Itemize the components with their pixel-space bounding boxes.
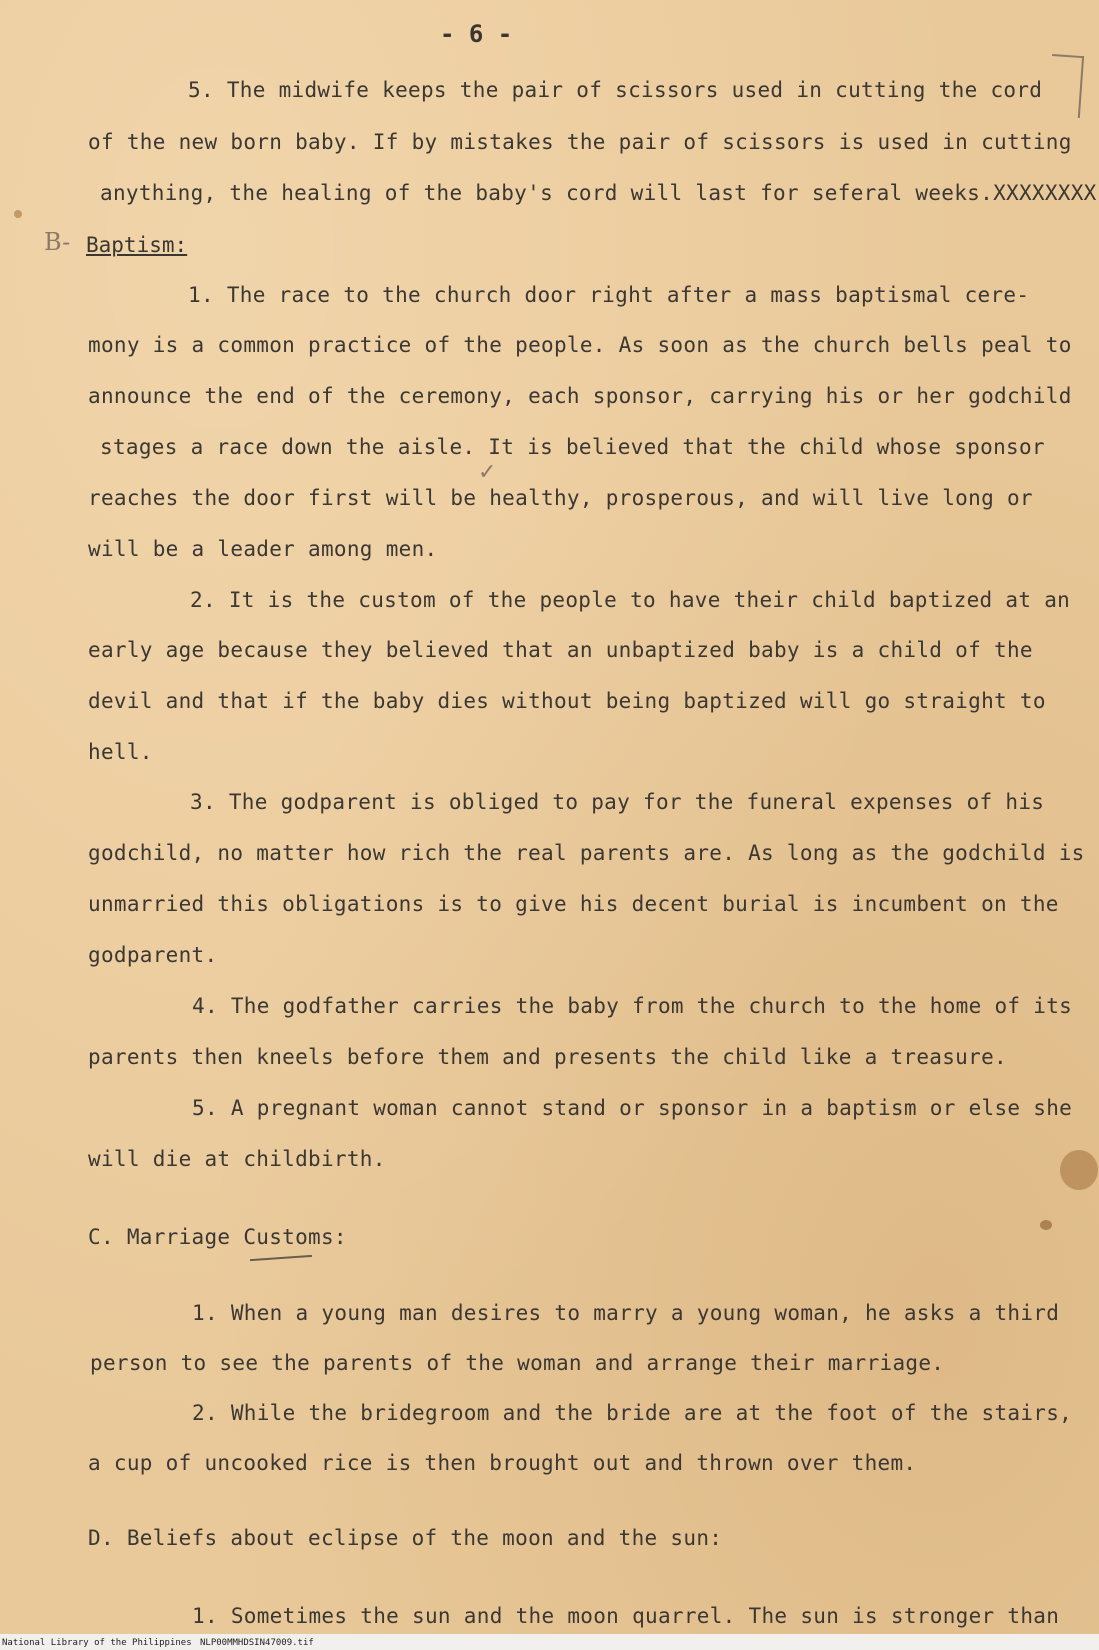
text-line: will die at childbirth. <box>88 1147 386 1171</box>
text-line: anything, the healing of the baby's cord will last for seferal weeks.XXXXXXXX <box>100 181 1097 205</box>
pencil-underline <box>250 1255 312 1261</box>
text-line: 1. When a young man desires to marry a young woman, he asks a third <box>192 1301 1060 1325</box>
text-line: 3. The godparent is obliged to pay for the funeral expenses of his <box>190 790 1045 814</box>
text-line: 2. While the bridegroom and the bride are at the foot of the stairs, <box>192 1401 1073 1425</box>
section-heading-eclipse: D. Beliefs about eclipse of the moon and the sun: <box>88 1526 723 1550</box>
margin-annotation: B- <box>44 228 71 256</box>
text-line: devil and that if the baby dies without being baptized will go straight to <box>88 689 1046 713</box>
page-number: - 6 - <box>440 20 513 48</box>
pencil-bracket-mark <box>1048 54 1084 118</box>
text-line: hell. <box>88 740 153 764</box>
heading-label: Baptism: <box>86 233 188 257</box>
text-line: 5. The midwife keeps the pair of scissors used in cutting the cord <box>188 78 1043 102</box>
text-line: will be a leader among men. <box>88 537 438 561</box>
text-line: parents then kneels before them and presents the child like a treasure. <box>88 1045 1007 1069</box>
text-line: 5. A pregnant woman cannot stand or sponsor in a baptism or else she <box>192 1096 1073 1120</box>
text-line: 1. Sometimes the sun and the moon quarrel. The sun is stronger than <box>192 1604 1060 1628</box>
text-line: stages a race down the aisle. It is believed that the child whose sponsor <box>100 435 1045 459</box>
footer-library: National Library of the Philippines <box>2 1638 192 1648</box>
text-line: early age because they believed that an unbaptized baby is a child of the <box>88 638 1033 662</box>
section-heading-baptism <box>86 233 187 257</box>
text-line: 4. The godfather carries the baby from the church to the home of its <box>192 994 1073 1018</box>
text-line: a cup of uncooked rice is then brought out and thrown over them. <box>88 1451 917 1475</box>
pencil-check-mark: ✓ <box>478 460 497 485</box>
text-line: of the new born baby. If by mistakes the pair of scissors is used in cutting <box>88 130 1072 154</box>
text-line: 1. The race to the church door right after a mass baptismal cere- <box>188 283 1030 307</box>
footer-file-id: NLP00MMHDSIN47009.tif <box>200 1638 314 1648</box>
text-line: mony is a common practice of the people. As soon as the church bells peal to <box>88 333 1072 357</box>
text-line: unmarried this obligations is to give his decent burial is incumbent on the <box>88 892 1059 916</box>
section-heading-marriage: C. Marriage Customs: <box>88 1225 347 1249</box>
text-line: godchild, no matter how rich the real parents are. As long as the godchild is <box>88 841 1085 865</box>
paper-stain <box>14 210 22 218</box>
text-line: person to see the parents of the woman and arrange their marriage. <box>90 1351 945 1375</box>
text-line: reaches the door first will be healthy, prosperous, and will live long or <box>88 486 1033 510</box>
text-line: announce the end of the ceremony, each sponsor, carrying his or her godchild <box>88 384 1072 408</box>
text-line: 2. It is the custom of the people to have their child baptized at an <box>190 588 1071 612</box>
paper-stain <box>1060 1150 1098 1190</box>
text-line: godparent. <box>88 943 218 967</box>
paper-stain <box>1040 1220 1052 1230</box>
